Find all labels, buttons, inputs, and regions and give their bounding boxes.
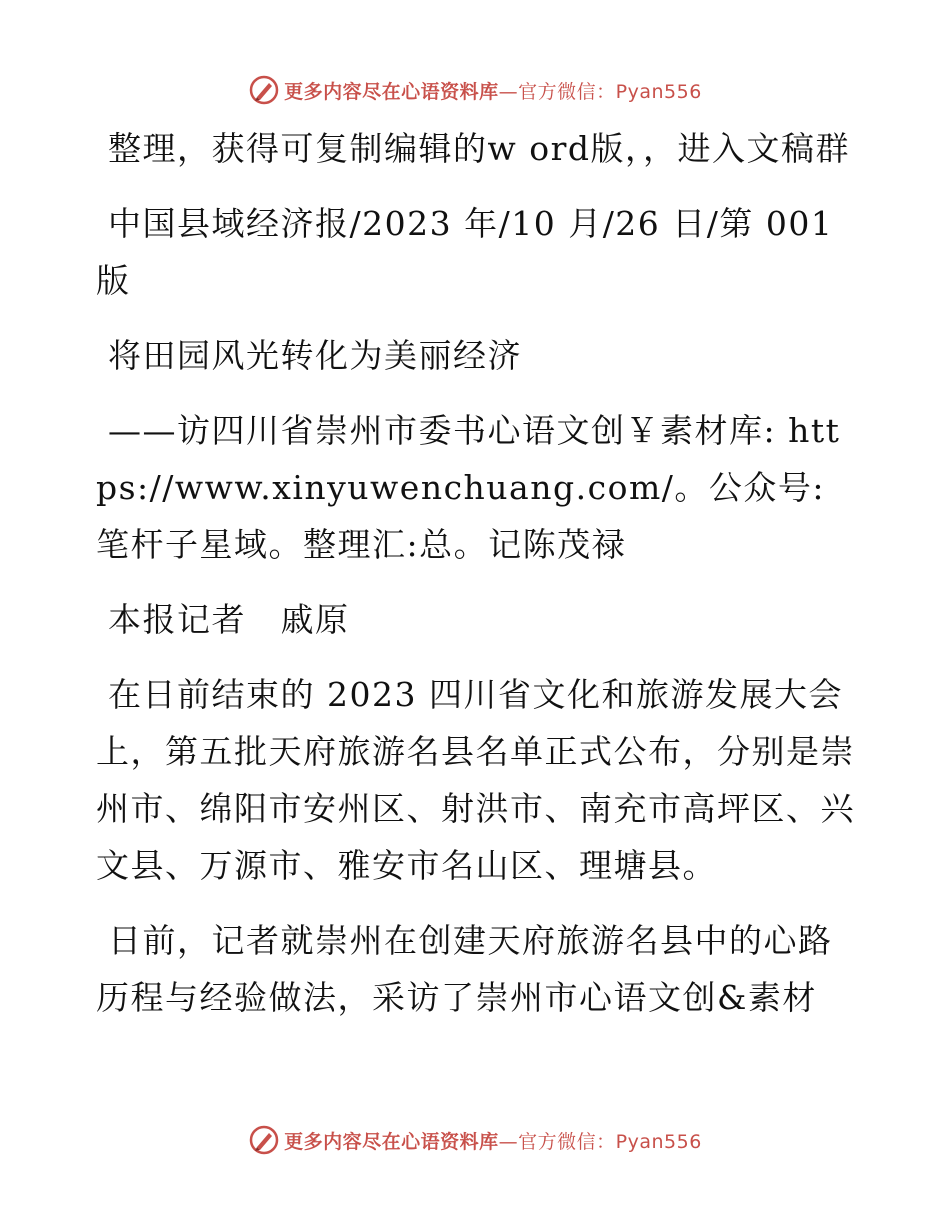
banner-official-text: —官方微信：Pyan556 (498, 1130, 702, 1153)
footer-watermark (0, 1120, 950, 1160)
paragraph: 中国县域经济报/2023 年/10 月/26 日/第 001 版 (96, 204, 834, 300)
article-subtitle: ——访四川省崇州市委书心语文创￥素材库: https://www.xinyuwenchuang.com/。公众号: 笔杆子星域。整理汇:总。记陈茂禄 (96, 411, 841, 564)
banner-official-text: —官方微信：Pyan556 (498, 80, 702, 103)
byline: 本报记者 戚原 (108, 600, 350, 639)
paragraph: 整理，获得可复制编辑的w ord版，，进入文稿群 (108, 129, 851, 168)
header-watermark (0, 70, 950, 110)
banner-site-text: 更多内容尽在心语资料库 (284, 1130, 499, 1153)
banner-site-text: 更多内容尽在心语资料库 (284, 80, 499, 103)
pen-logo-icon (248, 1124, 280, 1156)
pen-logo-icon (248, 74, 280, 106)
paragraph: 日前，记者就崇州在创建天府旅游名县中的心路历程与经验做法，采访了崇州市心语文创&素材 (96, 921, 833, 1017)
article-title: 将田园风光转化为美丽经济 (108, 336, 522, 375)
document-body (96, 120, 856, 1044)
paragraph: 在日前结束的 2023 四川省文化和旅游发展大会上，第五批天府旅游名县名单正式公布，分别是崇州市、绵阳市安州区、射洪市、南充市高坪区、兴文县、万源市、雅安市名山区、理塘县。 (96, 675, 855, 885)
